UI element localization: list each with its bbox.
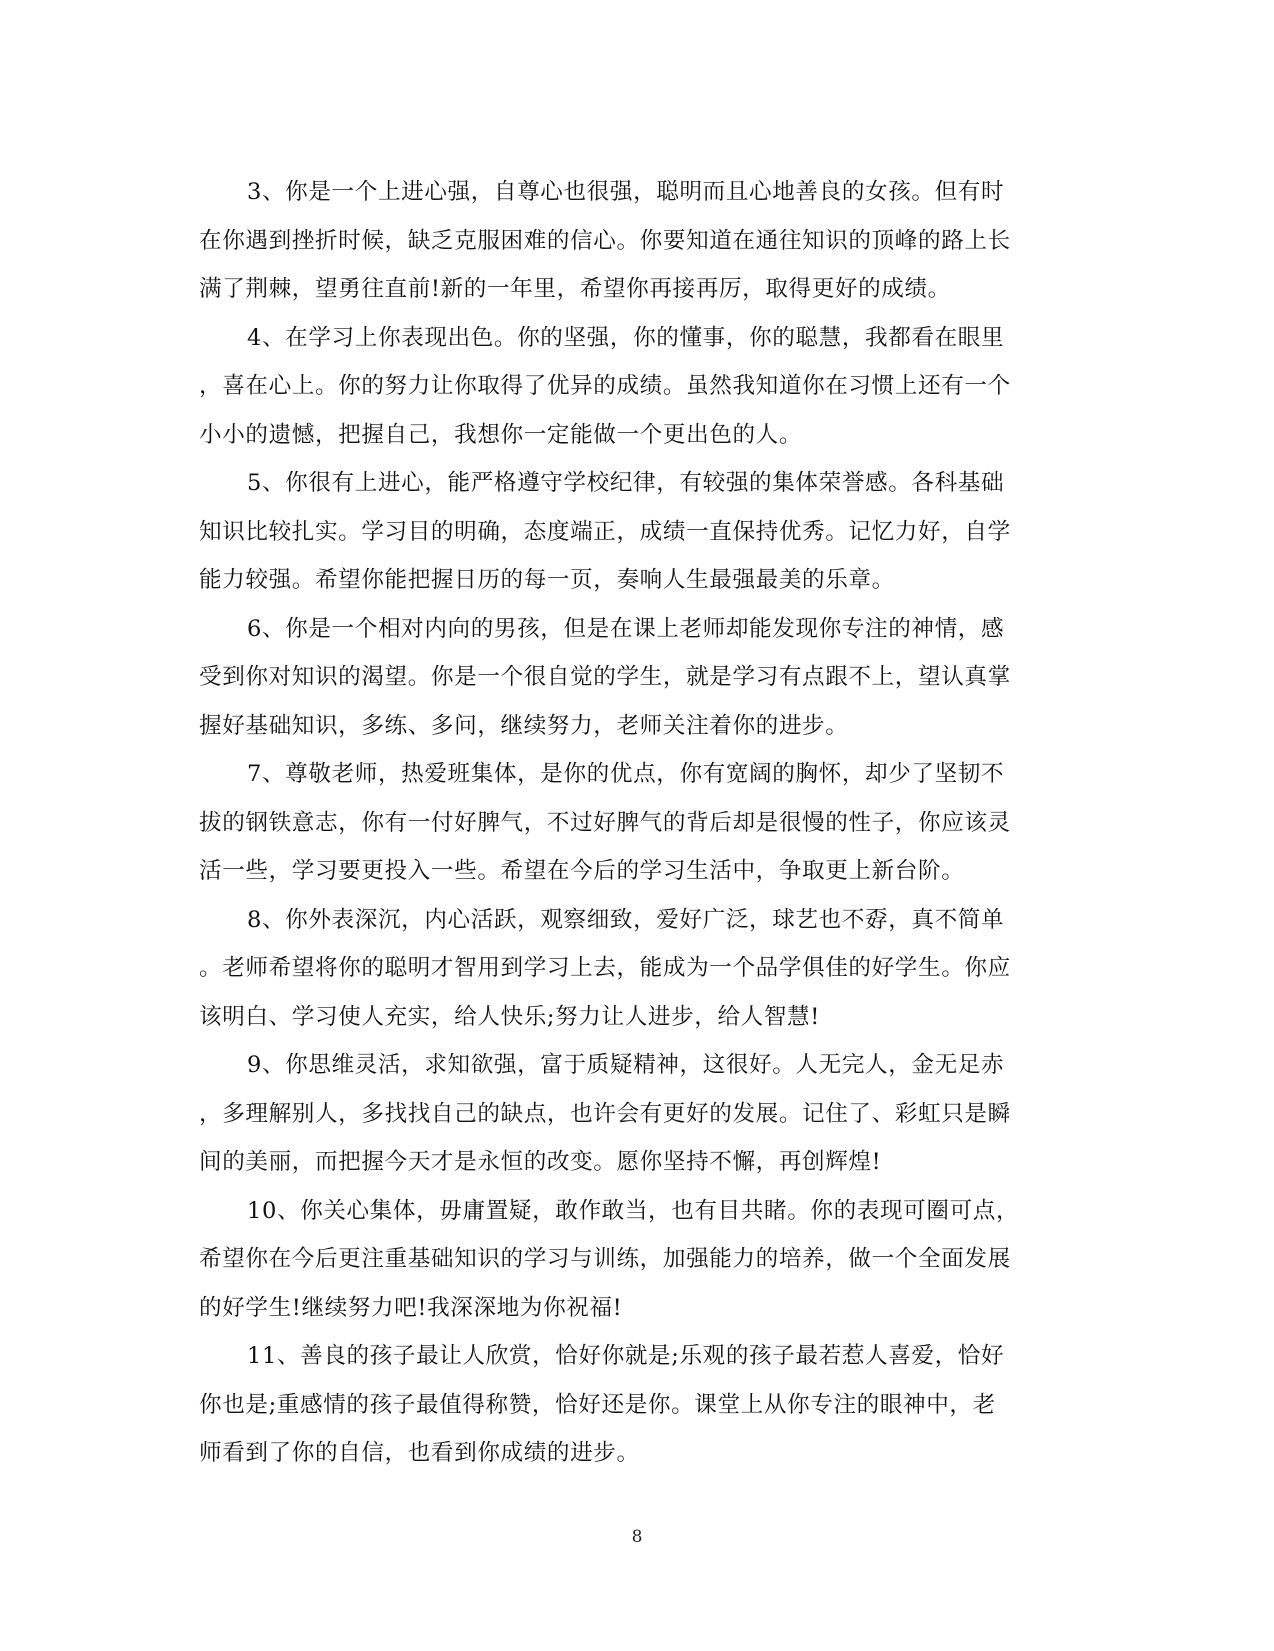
comment-paragraph-10 (199, 1187, 1079, 1333)
paragraph-line: 小小的遗憾，把握自己，我想你一定能做一个更出色的人。 (199, 421, 803, 448)
paragraph-line: 7、尊敬老师，热爱班集体，是你的优点，你有宽阔的胸怀，却少了坚韧不 (247, 761, 1005, 787)
paragraph-line: 活一些，学习要更投入一些。希望在今后的学习生活中，争取更上新台阶。 (199, 858, 965, 884)
comment-paragraph-4 (199, 314, 1079, 460)
body-text (199, 168, 1079, 1478)
comment-paragraph-7 (199, 750, 1079, 896)
paragraph-line: 握好基础知识，多练、多问，继续努力，老师关注着你的进步。 (199, 712, 849, 739)
paragraph-line: 该明白、学习使人充实，给人快乐;努力让人进步，给人智慧! (199, 1003, 820, 1030)
paragraph-line: ，喜在心上。你的努力让你取得了优异的成绩。虽然我知道你在习惯上还有一个 (199, 373, 1011, 399)
paragraph-line: 9、你思维灵活，求知欲强，富于质疑精神，这很好。人无完人，金无足赤 (247, 1052, 1005, 1078)
paragraph-line: 5、你很有上进心，能严格遵守学校纪律，有较强的集体荣誉感。各科基础 (247, 470, 1005, 496)
paragraph-line: 8、你外表深沉，内心活跃，观察细致，爱好广泛，球艺也不孬，真不简单 (247, 906, 1005, 933)
comment-paragraph-11 (199, 1332, 1079, 1478)
paragraph-line: 3、你是一个上进心强，自尊心也很强，聪明而且心地善良的女孩。但有时 (247, 179, 1005, 205)
paragraph-line: 受到你对知识的渴望。你是一个很自觉的学生，就是学习有点跟不上，望认真掌 (199, 664, 1011, 690)
paragraph-line: 满了荆棘，望勇往直前!新的一年里，希望你再接再厉，取得更好的成绩。 (199, 276, 951, 302)
page-number: 8 (631, 1527, 643, 1547)
paragraph-line: 能力较强。希望你能把握日历的每一页，奏响人生最强最美的乐章。 (199, 567, 895, 593)
paragraph-line: 6、你是一个相对内向的男孩，但是在课上老师却能发现你专注的神情，感 (247, 615, 1005, 642)
paragraph-line: 希望你在今后更注重基础知识的学习与训练，加强能力的培养，做一个全面发展 (199, 1246, 1011, 1272)
paragraph-line: 拔的钢铁意志，你有一付好脾气，不过好脾气的背后却是很慢的性子，你应该灵 (199, 809, 1011, 836)
paragraph-line: 的好学生!继续努力吧!我深深地为你祝福! (199, 1294, 623, 1321)
paragraph-line: ，多理解别人，多找找自己的缺点，也许会有更好的发展。记住了、彩虹只是瞬 (199, 1100, 1011, 1127)
paragraph-line: 师看到了你的自信，也看到你成绩的进步。 (199, 1440, 640, 1466)
comment-paragraph-6 (199, 605, 1079, 751)
comment-paragraph-9 (199, 1041, 1079, 1187)
paragraph-line: 在你遇到挫折时候，缺乏克服困难的信心。你要知道在通往知识的顶峰的路上长 (199, 227, 1011, 254)
comment-paragraph-5 (199, 459, 1079, 605)
comment-paragraph-8 (199, 896, 1079, 1042)
comment-paragraph-3 (199, 168, 1079, 314)
paragraph-line: 11、善良的孩子最让人欣赏，恰好你就是;乐观的孩子最若惹人喜爱，恰好 (247, 1343, 1005, 1369)
paragraph-line: 10、你关心集体，毋庸置疑，敢作敢当，也有目共睹。你的表现可圈可点， (247, 1197, 1020, 1224)
paragraph-line: 4、在学习上你表现出色。你的坚强，你的懂事，你的聪慧，我都看在眼里 (247, 324, 1005, 351)
paragraph-line: 。老师希望将你的聪明才智用到学习上去，能成为一个品学俱佳的好学生。你应 (199, 955, 1011, 981)
paragraph-line: 你也是;重感情的孩子最值得称赞，恰好还是你。课堂上从你专注的眼神中，老 (199, 1391, 996, 1418)
paragraph-line: 知识比较扎实。学习目的明确，态度端正，成绩一直保持优秀。记忆力好，自学 (199, 518, 1011, 545)
paragraph-line: 间的美丽，而把握今天才是永恒的改变。愿你坚持不懈，再创辉煌! (199, 1149, 882, 1175)
